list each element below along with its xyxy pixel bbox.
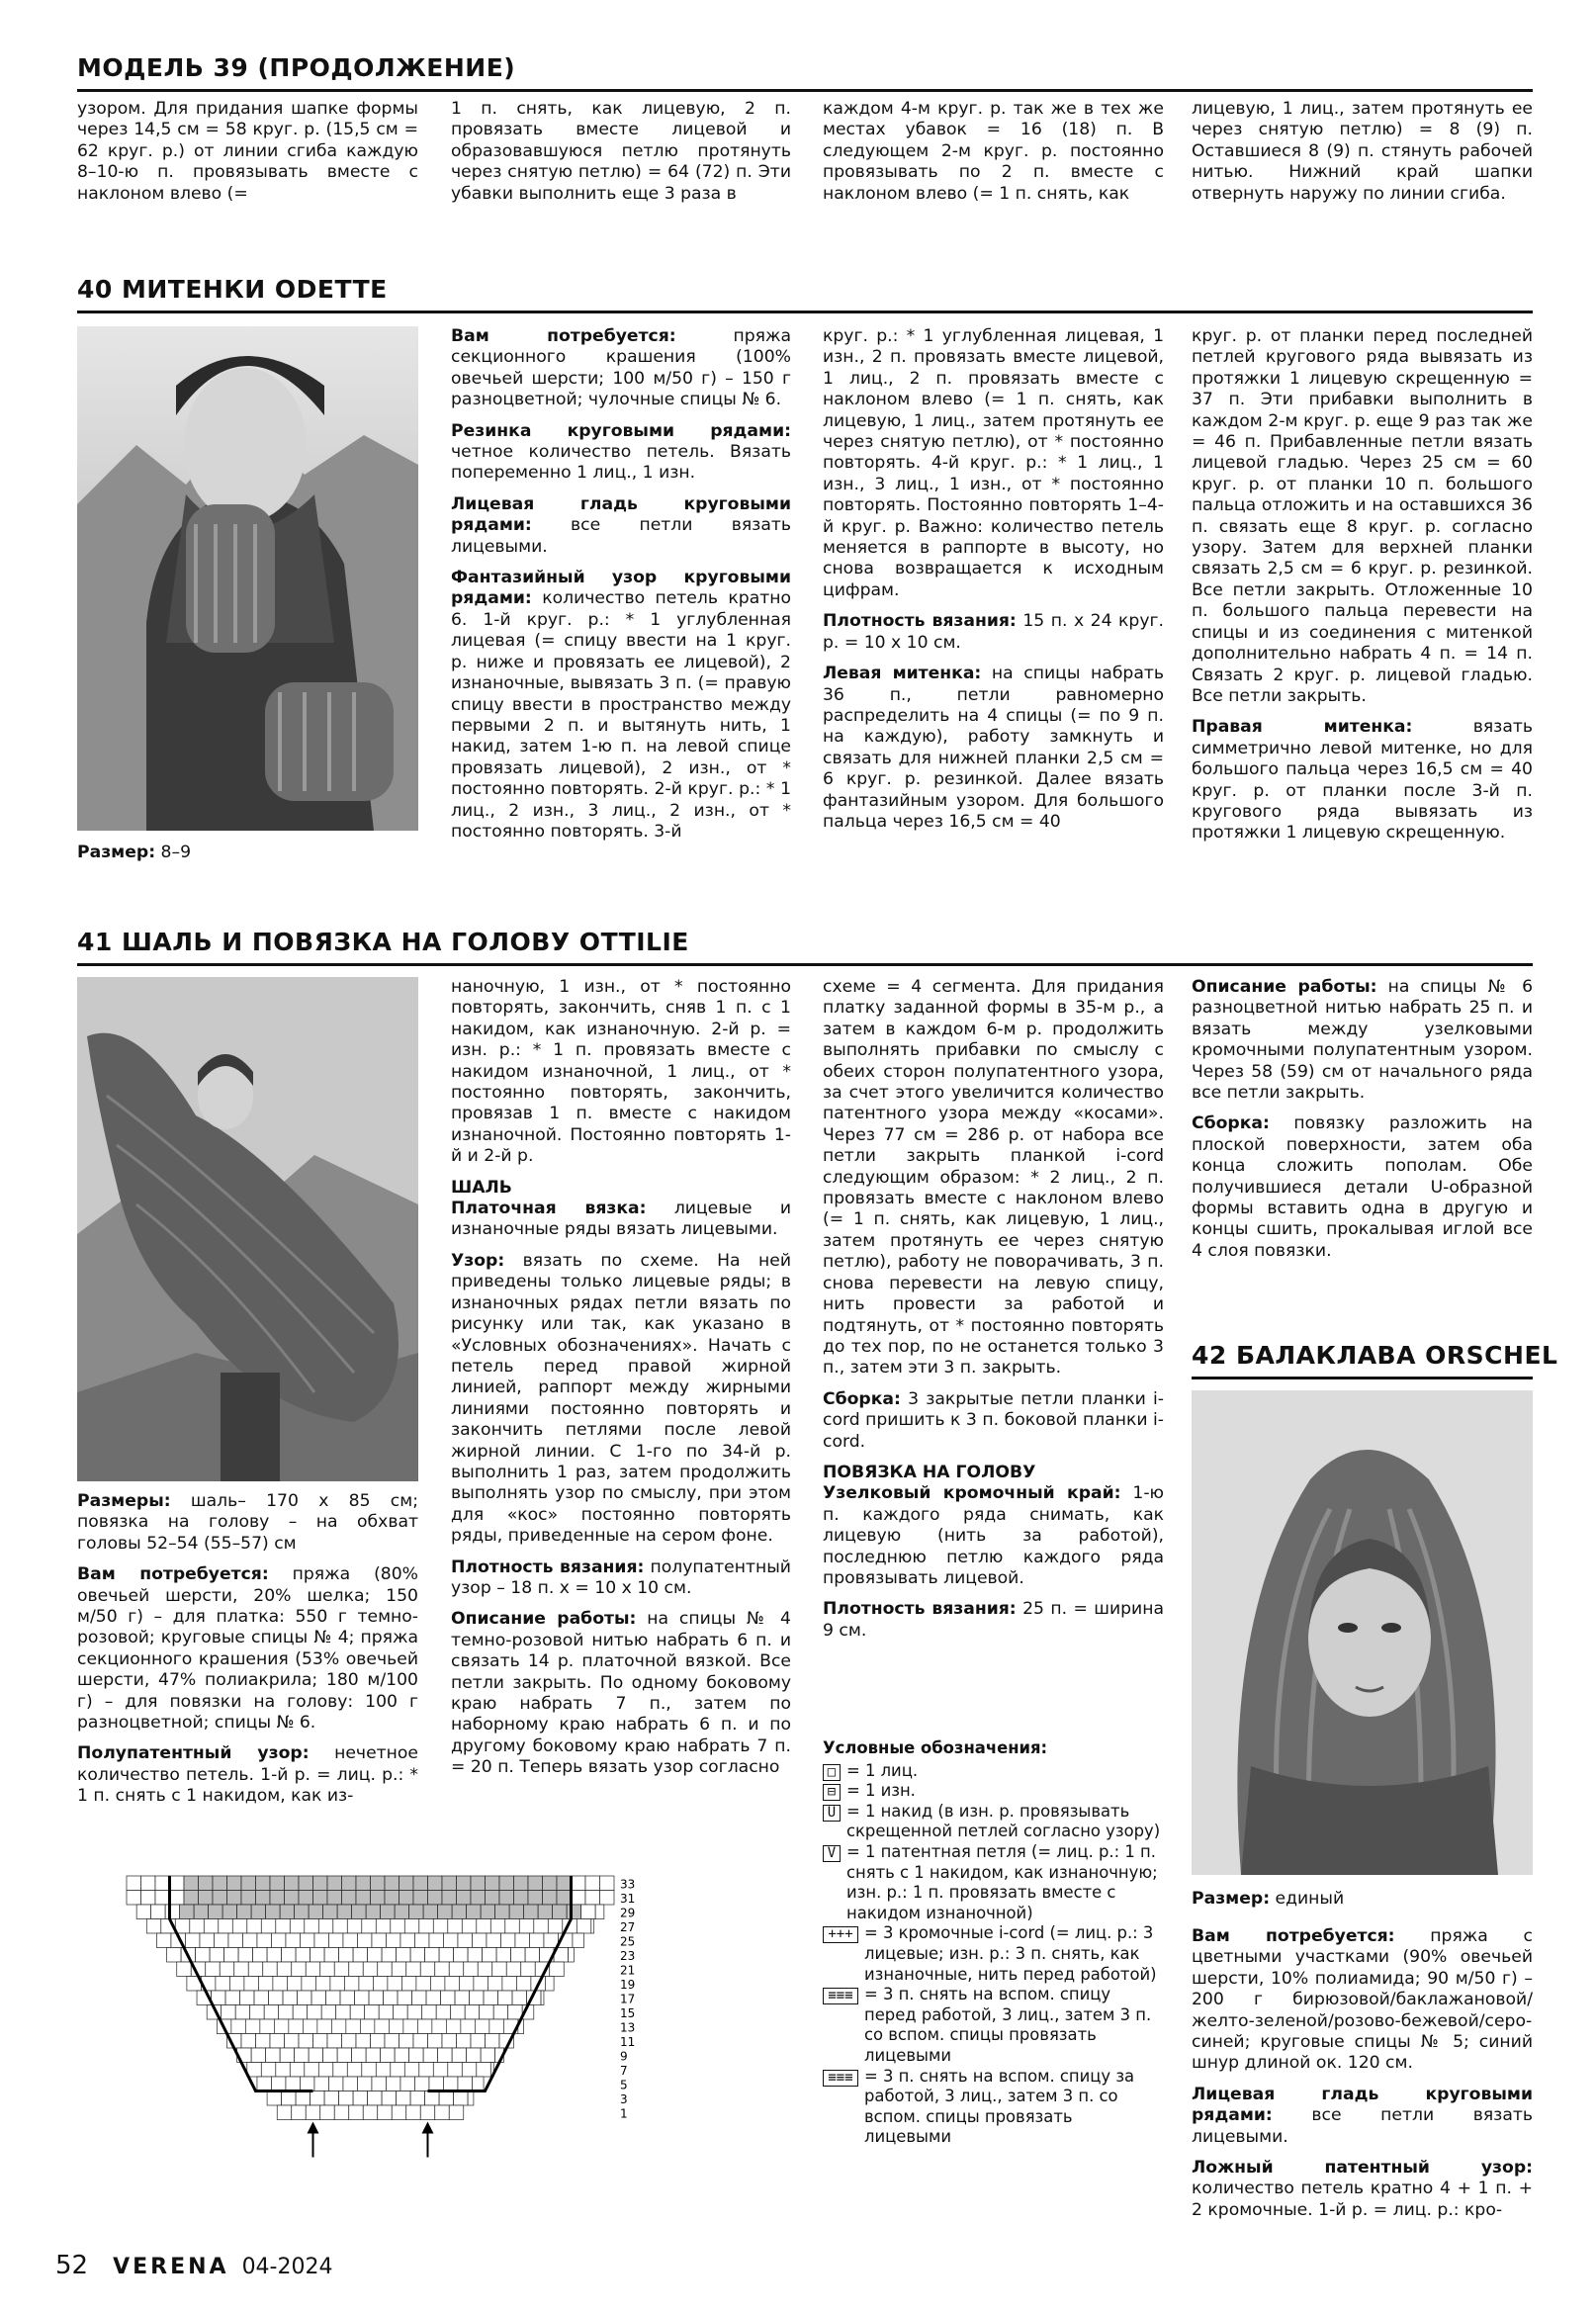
para-lead: Вам потребуется: bbox=[1192, 1926, 1395, 1946]
para-text: схеме = 4 сегмента. Для придания платку заданной формы в 35-м р., а затем в каждом 6-м р. продолжить выполнять прибавки по смыслу с обеих сторон полупатентного узора, за счет этого увеличится количество патентного узора между «косами». Через 77 см = 286 р. от набора все петли закрыть планкой i-cord следующим образом: * 2 лиц., 2 п. провязать вместе с наклоном влево (= 1 п. снять, как лицевую, 1 лиц., затем протянуть ее через снятую петлю), работу не поворачивать, 3 п. снова перевести на левую спицу, нить провести за работой и подтянуть, от * постоянно повторять до тех пор, по не останется только 3 п., затем эти 3 п. закрыть. bbox=[823, 977, 1164, 1379]
legend-text: = 3 п. снять на вспом. спицу за работой, 3 лиц., затем 3 п. со вспом. спицы провязать лицевыми bbox=[864, 2066, 1135, 2147]
section-title-model-39: МОДЕЛЬ 39 (ПРОДОЛЖЕНИЕ) bbox=[77, 53, 516, 82]
chart-row-number: 29 bbox=[620, 1906, 636, 1920]
legend-text: = 1 лиц. bbox=[846, 1760, 919, 1780]
legend-item bbox=[823, 1985, 1164, 2066]
chart-row-number: 21 bbox=[620, 1963, 636, 1978]
para-text: все петли вязать лицевыми. bbox=[451, 515, 791, 557]
para-text: 3 закрытые петли планки i-cord пришить к 3 п. боковой планки i-cord. bbox=[823, 1388, 1164, 1452]
chart-row-number: 19 bbox=[620, 1978, 636, 1992]
para-lead: Правая митенка: bbox=[1192, 717, 1413, 738]
m41-col-3 bbox=[823, 977, 1164, 1729]
para-text: повязку разложить на плоской поверхности, затем оба конца сложить пополам. Обе получившиеся детали U-образной формы вставить одна в другую и концы сшить, прокалывая иглой все 4 слоя повязки. bbox=[1192, 1113, 1533, 1261]
chart-row-number: 33 bbox=[620, 1877, 636, 1892]
para-lead: Плотность вязания: bbox=[451, 1557, 645, 1577]
chart-row-number: 11 bbox=[620, 2035, 636, 2049]
para-lead: Фантазийный узор круговыми рядами: bbox=[451, 568, 791, 609]
legend-item bbox=[823, 2067, 1164, 2148]
para-lead: Сборка: bbox=[823, 1388, 901, 1409]
para-text: на спицы № 6 разноцветной нитью набрать 25 п. и вязать между узелковыми кромочными полупатентным узором. Через 58 (59) см от начального ряда все петли закрыть. bbox=[1192, 977, 1533, 1104]
para-text: круг. р.: * 1 углубленная лицевая, 1 изн., 2 п. провязать вместе лицевой, 1 лиц., 2 п. провязать вместе с наклоном влево (= 1 п. снять, как лицевую, 1 лиц., затем протянуть ее через снятую петлю), от * постоянно повторять. 4-й круг. р.: * 1 лиц., 1 изн., 3 лиц., 1 изн., от * постоянно повторять. Постоянно повторять 1–4-й круг. р. Важно: количество петель меняется в раппорте в высоту, но снова возвращается к исходным цифрам. bbox=[823, 326, 1164, 600]
size-value: единый bbox=[1270, 1889, 1345, 1909]
para-text: вязать симметрично левой митенке, но для большого пальца через 16,5 см = 40 круг. р. от планки после 3-й п. кругового ряда вывязать из протяжки 1 лицевую скрещенную. bbox=[1192, 717, 1533, 844]
issue-number: 04-2024 bbox=[241, 2255, 333, 2279]
m40-col-4 bbox=[1192, 326, 1533, 865]
para-text: лицевые и изнаночные ряды вязать лицевыми. bbox=[451, 1199, 791, 1240]
chart-grid bbox=[123, 1872, 716, 2238]
section-rule bbox=[77, 963, 1533, 966]
symbol-cable-back-icon: ≡≡≡ bbox=[823, 2070, 858, 2087]
legend bbox=[823, 1738, 1164, 2174]
m39-col-3: каждом 4-м круг. р. так же в тех же местах убавок = 16 (18) п. В следующем 2-м круг. р. постоянно провязывать по 2 п. вместе с наклоном влево (= 1 п. снять, как bbox=[823, 99, 1164, 204]
para-lead: Платочная вязка: bbox=[451, 1199, 647, 1219]
para-text: на спицы № 4 темно-розовой нитью набрать 6 п. и связать 14 р. платочной вязкой. Все петли закрыть. По одному боковому краю набрать 7 п., затем по наборному краю набрать 6 п. и по другому боковому краю набрать 7 п. = 20 п. Теперь вязать узор согласно bbox=[451, 1609, 791, 1778]
para-lead: Лицевая гладь круговыми рядами: bbox=[1192, 2084, 1533, 2126]
symbol-purl-icon: ⊟ bbox=[823, 1784, 841, 1801]
legend-text: = 1 патентная петля (= лиц. р.: 1 п. снять с 1 накидом, как изнаночную; изн. р.: 1 п. провязать вместе с накидом изнаночной) bbox=[846, 1841, 1158, 1922]
photo-balaclava-model bbox=[1192, 1390, 1533, 1875]
chart-row-number: 27 bbox=[620, 1920, 636, 1934]
size-label: Размер: bbox=[77, 843, 156, 862]
para-text: на спицы набрать 36 п., петли равномерно распределить на 4 спицы (= по 9 п. на каждую), работу замкнуть и связать для нижней планки 2,5 см = 6 круг. р. резинкой. Далее вязать фантазийным узором. Для большого пальца через 16,5 см = 40 bbox=[823, 664, 1164, 832]
section-title-41: 41 ШАЛЬ И ПОВЯЗКА НА ГОЛОВУ OTTILIE bbox=[77, 928, 689, 956]
symbol-cable-front-icon: ≡≡≡ bbox=[823, 1988, 858, 2004]
legend-item bbox=[823, 1761, 1164, 1782]
m39-col-4: лицевую, 1 лиц., затем протянуть ее через снятую петлю) = 8 (9) п. Оставшиеся 8 (9) п. стянуть рабочей нитью. Нижний край шапки отвернуть наружу по линии сгиба. bbox=[1192, 99, 1533, 204]
para-text: 1-ю п. каждого ряда снимать, как лицевую (нить за работой), последнюю петлю каждого ряда провязывать лицевой. bbox=[823, 1483, 1164, 1588]
legend-title: Условные обозначения: bbox=[823, 1738, 1048, 1757]
symbol-icord-icon: +++ bbox=[823, 1926, 858, 1943]
section-rule bbox=[77, 89, 1533, 92]
para-text: пряжа (80% овечьей шерсти, 20% шелка; 150 м/50 г) – для платка: 550 г темно-розовой; круговые спицы № 4; пряжа секционного крашения (53% овечьей шерсти, 47% полиакрила; 180 м/100 г) – для повязки на голову: 100 г разноцветной; спицы № 6. bbox=[77, 1564, 418, 1734]
size-40 bbox=[77, 843, 191, 863]
para-text: вязать по схеме. На ней приведены только лицевые ряды; в изнаночных рядах петли вязать по рисунку или так, как указано в «Условных обозначениях». Начать с петель перед правой жирной линией, раппорт между жирными линиями постоянно повторять и закончить петлями после левой жирной линии. С 1-го по 34-й р. выполнить 1 раз, затем продолжить выполнять узор по смыслу, при этом для «кос» постоянно повторять ряды, приведенные на сером фоне. bbox=[451, 1250, 791, 1547]
section-rule bbox=[77, 311, 1533, 313]
magazine-brand: VERENA bbox=[113, 2255, 229, 2279]
subheading-headband: ПОВЯЗКА НА ГОЛОВУ bbox=[823, 1462, 1036, 1482]
para-text: полупатентный узор – 18 п. х = 10 х 10 см. bbox=[451, 1557, 791, 1598]
section-rule bbox=[1192, 1377, 1533, 1379]
size-value: 8–9 bbox=[155, 843, 192, 862]
chart-row-number: 9 bbox=[620, 2049, 628, 2064]
para-lead: Ложный патентный узор: bbox=[1192, 2158, 1533, 2179]
symbol-yarn-over-icon: U bbox=[823, 1805, 841, 1822]
size-42 bbox=[1192, 1889, 1344, 1910]
para-text: четное количество петель. Вязать попеременно 1 лиц., 1 изн. bbox=[451, 442, 791, 484]
para-lead: Узелковый кромочный край: bbox=[823, 1483, 1121, 1504]
m39-col-2: 1 п. снять, как лицевую, 2 п. провязать вместе лицевой и образовавшуюся петлю протянуть через снятую петлю) = 64 (72) п. Эти убавки выполнить еще 3 раза в bbox=[451, 99, 791, 204]
chart-row-number: 15 bbox=[620, 2006, 636, 2020]
legend-text: = 3 кромочные i-cord (= лиц. р.: 3 лицевые; изн. р.: 3 п. снять, как изнаночные, нить перед работой) bbox=[864, 1923, 1157, 1984]
legend-item bbox=[823, 1802, 1164, 1842]
para-lead: Полупатентный узор: bbox=[77, 1743, 310, 1764]
para-text: пряжа с цветными участками (90% овечьей шерсти, 10% полиамида; 90 м/50 г) – 200 г бирюзовой/баклажановой/желто-зеленой/розово-бежевой/серо-синей; круговые спицы № 5; синий шнур длиной ок. 120 см. bbox=[1192, 1926, 1533, 2074]
para-lead: Резинка круговыми рядами: bbox=[451, 420, 791, 441]
symbol-knit-icon: □ bbox=[823, 1764, 841, 1781]
legend-item bbox=[823, 1923, 1164, 1985]
m41-col-1 bbox=[77, 1491, 418, 1837]
page-number: 52 bbox=[55, 2251, 89, 2280]
para-lead: Размеры: bbox=[77, 1491, 171, 1511]
symbol-patent-stitch-icon: V bbox=[823, 1845, 841, 1862]
chart-row-number: 3 bbox=[620, 2092, 628, 2106]
m39-col-1: узором. Для придания шапке формы через 14,5 см = 58 круг. р. (15,5 см = 62 круг. р.) от линии сгиба каждую 8–10-ю п. провязывать вместе с наклоном влево (= bbox=[77, 99, 418, 204]
page-footer bbox=[55, 2251, 332, 2280]
para-lead: Плотность вязания: bbox=[823, 611, 1017, 632]
m41-col-4 bbox=[1192, 977, 1533, 1293]
para-text: все петли вязать лицевыми. bbox=[1192, 2105, 1533, 2147]
section-title-42: 42 БАЛАКЛАВА ORSCHEL bbox=[1192, 1341, 1558, 1370]
para-text: 15 п. х 24 круг. р. = 10 х 10 см. bbox=[823, 611, 1164, 653]
legend-item bbox=[823, 1781, 1164, 1802]
knitting-chart bbox=[123, 1872, 716, 2238]
para-text: пряжа секционного крашения (100% овечьей шерсти; 100 м/50 г) – 150 г разноцветной; чулочные спицы № 6. bbox=[451, 326, 791, 410]
section-title-40: 40 МИТЕНКИ ODETTE bbox=[77, 275, 388, 304]
para-text: 25 п. = ширина 9 см. bbox=[823, 1599, 1164, 1641]
para-lead: Узор: bbox=[451, 1250, 505, 1271]
para-text: шаль– 170 х 85 см; повязка на голову – на обхват головы 52–54 (55–57) см bbox=[77, 1491, 418, 1554]
para-lead: Плотность вязания: bbox=[823, 1599, 1017, 1620]
para-lead: Вам потребуется: bbox=[77, 1564, 269, 1585]
m41-col-2 bbox=[451, 977, 791, 1837]
para-lead: Лицевая гладь круговыми рядами: bbox=[451, 493, 791, 536]
legend-item bbox=[823, 1842, 1164, 1923]
m40-col-2 bbox=[451, 326, 791, 865]
chart-row-number: 23 bbox=[620, 1949, 636, 1963]
legend-text: = 1 накид (в изн. р. провязывать скрещенной петлей согласно узору) bbox=[846, 1801, 1161, 1841]
para-text: нечетное количество петель. 1-й р. = лиц. р.: * 1 п. снять с 1 накидом, как из- bbox=[77, 1743, 418, 1807]
chart-row-number: 5 bbox=[620, 2078, 628, 2092]
chart-row-number: 25 bbox=[620, 1934, 636, 1949]
subheading-shawl: ШАЛЬ bbox=[451, 1177, 512, 1198]
size-label: Размер: bbox=[1192, 1889, 1271, 1909]
para-text: наночную, 1 изн., от * постоянно повторять, закончить, сняв 1 п. с 1 накидом, как изнаночную. 2-й р. = изн. р.: * 1 п. провязать вместе с накидом изнаночной, 1 лиц., от * постоянно повторять, закончить, провязав 1 п. вместе с накидом изнаночной. Постоянно повторять 1-й и 2-й р. bbox=[451, 977, 791, 1167]
photo-mittens-model bbox=[77, 326, 418, 831]
legend-text: = 1 изн. bbox=[846, 1781, 916, 1801]
m42-col bbox=[1192, 1926, 1533, 2243]
chart-row-number: 1 bbox=[620, 2106, 628, 2121]
para-text: количество петель кратно 6. 1-й круг. р.: * 1 углубленная лицевая (= спицу ввести на 1 круг. р. ниже и провязать ее лицевой), 2 изнаночные, вывязать 3 п. (= правую спицу ввести в пространство между первыми 2 п. и вытянуть нить, 1 накид, затем 1-ю п. на левой спице провязать лицевой), 2 изн., от * постоянно повторять. 2-й круг. р.: * 1 лиц., 2 изн., 3 лиц., 2 изн., от * постоянно повторять. 3-й bbox=[451, 588, 791, 842]
chart-row-number: 17 bbox=[620, 1992, 636, 2006]
para-lead: Сборка: bbox=[1192, 1113, 1270, 1134]
chart-row-number: 7 bbox=[620, 2064, 628, 2078]
para-lead: Описание работы: bbox=[451, 1609, 637, 1630]
legend-text: = 3 п. снять на вспом. спицу перед работой, 3 лиц., затем 3 п. со вспом. спицы провязать лицевыми bbox=[864, 1985, 1152, 2065]
para-text: количество петель кратно 4 + 1 п. + 2 кромочные. 1-й р. = лиц. р.: кро- bbox=[1192, 2179, 1533, 2220]
m40-col-3 bbox=[823, 326, 1164, 865]
para-lead: Левая митенка: bbox=[823, 664, 982, 684]
para-lead: Описание работы: bbox=[1192, 977, 1377, 997]
chart-row-number: 13 bbox=[620, 2020, 636, 2035]
chart-row-number: 31 bbox=[620, 1892, 636, 1906]
para-text: круг. р. от планки перед последней петлей кругового ряда вывязать из протяжки 1 лицевую скрещенную = 37 п. Эти прибавки выполнить в каждом 2-м круг. р. еще 9 раз так же = 46 п. Прибавленные петли вязать лицевой гладью. Через 25 см = 60 круг. р. от планки 10 п. большого пальца отложить и на оставшихся 36 п. связать еще 8 круг. р. согласно узору. Затем для верхней планки связать 2,5 см = 6 круг. р. резинкой. Все петли закрыть. Отложенные 10 п. большого пальца перевести на спицы и из соединения с митенкой дополнительно набрать 4 п. = 14 п. Связать 2 круг. р. лицевой гладью. Все петли закрыть. bbox=[1192, 326, 1533, 706]
photo-shawl-model bbox=[77, 977, 418, 1481]
para-lead: Вам потребуется: bbox=[451, 326, 676, 346]
